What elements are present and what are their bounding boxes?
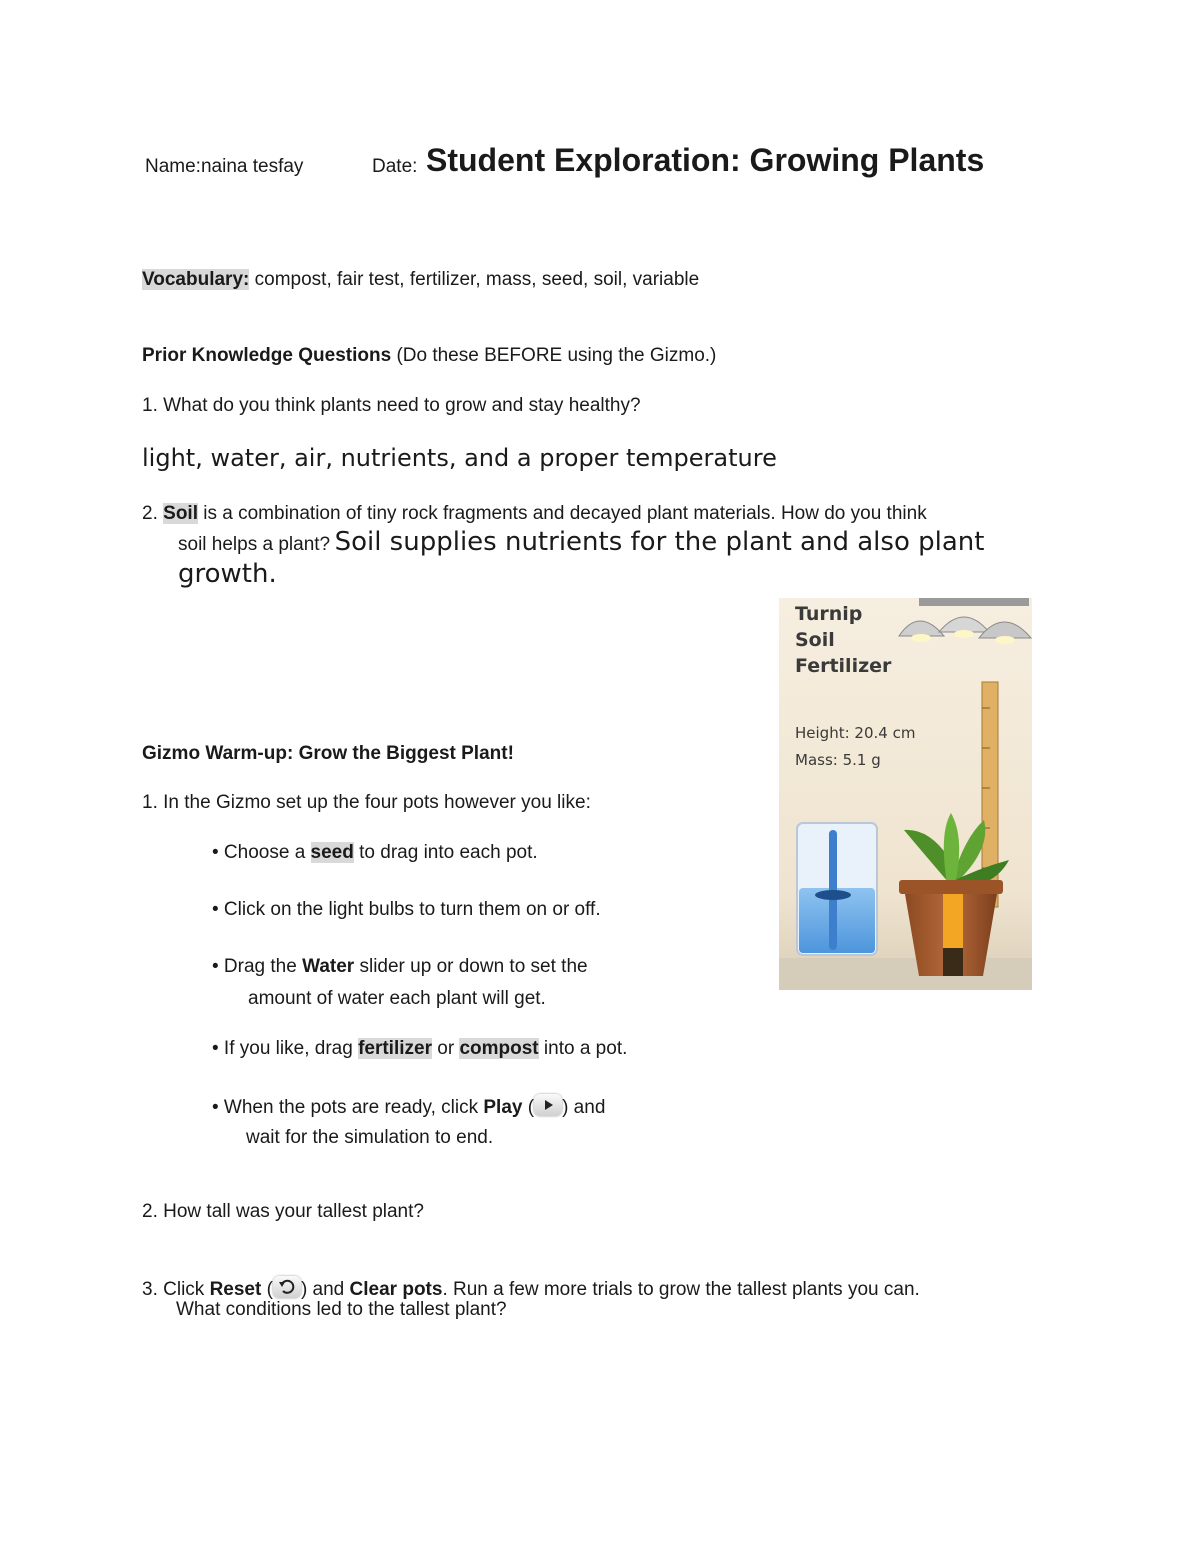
soil-term: Soil xyxy=(163,503,198,524)
water-beaker xyxy=(797,823,877,955)
prior-knowledge-note: (Do these BEFORE using the Gizmo.) xyxy=(396,345,717,366)
question-2 xyxy=(142,503,927,525)
bullet-water-post: slider up or down to set the xyxy=(359,956,588,977)
question-2-line-2 xyxy=(178,527,984,557)
bullet-seed-post: to drag into each pot. xyxy=(359,842,538,863)
vocabulary-line xyxy=(142,269,699,291)
name-value: naina tesfay xyxy=(200,156,304,177)
bullet-fertilizer-post: into a pot. xyxy=(543,1038,628,1059)
bullet-play-line-2: wait for the simulation to end. xyxy=(246,1127,494,1148)
question-2-text: is a combination of tiny rock fragments and decayed plant materials. How do you think xyxy=(203,503,927,524)
question-3-pre: 3. Click xyxy=(142,1279,205,1300)
play-button-icon xyxy=(534,1094,562,1116)
answer-1: light, water, air, nutrients, and a proper temperature xyxy=(142,444,777,472)
play-term: Play xyxy=(483,1097,523,1118)
gizmo-seed-label: Turnip xyxy=(795,603,863,625)
question-3-post: . Run a few more trials to grow the tallest plants you can. xyxy=(442,1279,920,1300)
water-term: Water xyxy=(302,956,355,977)
bullet-seed-pre: • Choose a xyxy=(212,842,306,863)
bullet-water-pre: • Drag the xyxy=(212,956,297,977)
fertilizer-term: fertilizer xyxy=(358,1038,432,1059)
vocabulary-label: Vocabulary: xyxy=(142,269,250,290)
answer-2-line-2: growth. xyxy=(178,559,277,589)
gizmo-soil-label: Soil xyxy=(795,629,835,651)
gizmo-mass-readout: Mass: 5.1 g xyxy=(795,751,881,769)
prior-knowledge-heading: Prior Knowledge Questions xyxy=(142,345,392,366)
prior-knowledge-heading-line xyxy=(142,345,716,367)
vocabulary-terms: compost, fair test, fertilizer, mass, seed, soil, variable xyxy=(254,269,700,290)
clear-pots-term: Clear pots xyxy=(349,1279,443,1300)
reset-term: Reset xyxy=(209,1279,262,1300)
compost-term: compost xyxy=(459,1038,539,1059)
bullet-play xyxy=(212,1094,605,1119)
question-2-number: 2. xyxy=(142,503,158,524)
warmup-heading: Gizmo Warm-up: Grow the Biggest Plant! xyxy=(142,743,514,764)
bullet-water-line-2: amount of water each plant will get. xyxy=(248,988,546,1009)
warmup-question-3-line-2: What conditions led to the tallest plant? xyxy=(176,1299,507,1320)
warmup-question-2: 2. How tall was your tallest plant? xyxy=(142,1201,424,1222)
page-title: Student Exploration: Growing Plants xyxy=(426,142,985,178)
gizmo-illustration xyxy=(779,598,1032,990)
bullet-play-open: ( xyxy=(527,1097,535,1118)
gizmo-fertilizer-label: Fertilizer xyxy=(795,655,892,677)
gizmo-screenshot xyxy=(779,598,1032,990)
bullet-play-close: ) and xyxy=(562,1097,606,1118)
name-label: Name: xyxy=(145,156,201,177)
bullet-water xyxy=(212,956,588,978)
answer-2-line-1: Soil supplies nutrients for the plant and also plant xyxy=(334,527,985,557)
warmup-question-1: 1. In the Gizmo set up the four pots however you like: xyxy=(142,792,591,813)
bullet-light: • Click on the light bulbs to turn them on or off. xyxy=(212,899,601,920)
bullet-seed xyxy=(212,842,538,864)
question-2-text-2: soil helps a plant? xyxy=(178,534,331,555)
question-3-and: ) and xyxy=(300,1279,345,1300)
date-label: Date: xyxy=(372,156,418,177)
bullet-fertilizer-mid: or xyxy=(437,1038,455,1059)
question-1: 1. What do you think plants need to grow and stay healthy? xyxy=(142,395,641,416)
warmup-question-3 xyxy=(142,1276,920,1301)
bullet-play-pre: • When the pots are ready, click xyxy=(212,1097,479,1118)
seed-term: seed xyxy=(310,842,354,863)
bullet-fertilizer xyxy=(212,1038,627,1060)
name-field xyxy=(145,156,303,178)
gizmo-height-readout: Height: 20.4 cm xyxy=(795,724,916,742)
question-3-open: ( xyxy=(266,1279,273,1300)
bullet-fertilizer-pre: • If you like, drag xyxy=(212,1038,353,1059)
reset-button-icon xyxy=(273,1276,301,1298)
